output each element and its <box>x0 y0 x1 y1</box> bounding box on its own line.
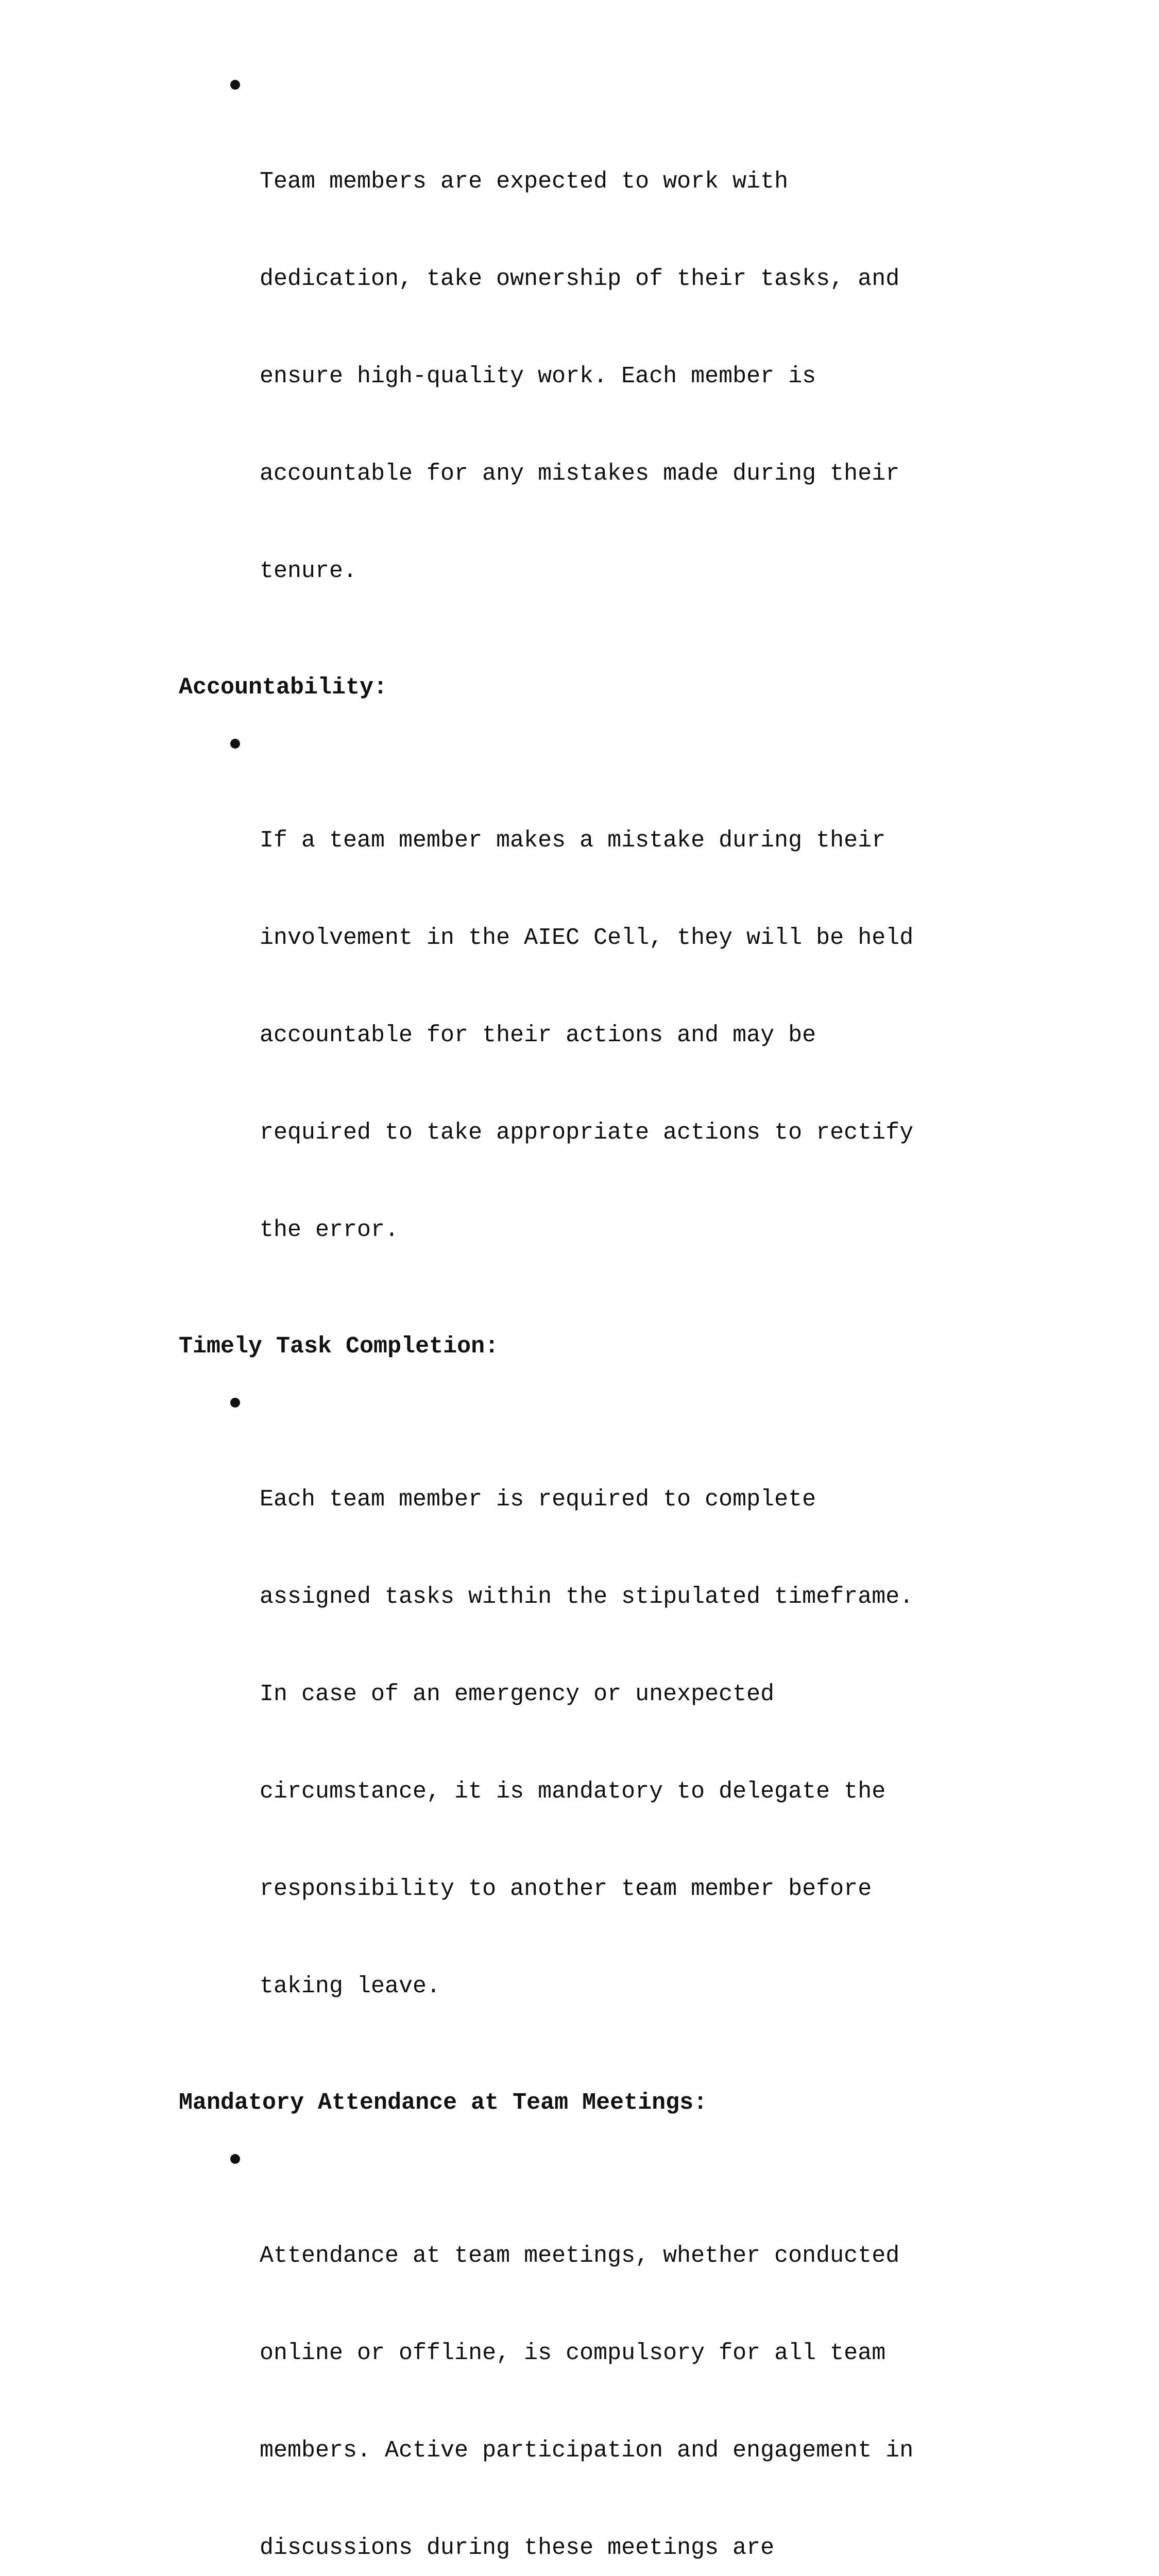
bullet-icon <box>230 1398 240 1408</box>
bullet-line: If a team member makes a mistake during their <box>260 827 886 854</box>
bullet-line: taking leave. <box>260 1973 441 1999</box>
bullet-line: online or offline, is compulsory for all team <box>260 2340 886 2366</box>
bullet-line: involvement in the AIEC Cell, they will be held <box>260 925 914 951</box>
bullet-line: accountable for their actions and may be <box>260 1022 816 1048</box>
bullet-line: dedication, take ownership of their tasks, and <box>260 266 900 292</box>
bullet-line: ensure high-quality work. Each member is <box>260 363 816 389</box>
bullet-line: circumstance, it is mandatory to delegate the <box>260 1778 886 1805</box>
bullet-line: members. Active participation and engagement in <box>260 2437 914 2464</box>
bullet-line: Each team member is required to complete <box>260 1486 816 1513</box>
bullet-item-accountability <box>179 727 951 1311</box>
section-heading-mandatory-attendance: Mandatory Attendance at Team Meetings: <box>179 2090 708 2116</box>
bullet-line: Attendance at team meetings, whether conducted <box>260 2243 900 2269</box>
bullet-icon <box>230 2154 240 2164</box>
bullet-line: In case of an emergency or unexpected <box>260 1681 775 1707</box>
bullet-line: assigned tasks within the stipulated timeframe. <box>260 1584 914 1610</box>
bullet-line: responsibility to another team member before <box>260 1876 872 1902</box>
bullet-line: required to take appropriate actions to rectify <box>260 1120 914 1146</box>
bullet-line: accountable for any mistakes made during their <box>260 461 900 487</box>
bullet-icon <box>230 80 240 90</box>
document-content <box>179 68 951 2576</box>
bullet-line: discussions during these meetings are <box>260 2535 775 2561</box>
bullet-line: Team members are expected to work with <box>260 168 789 195</box>
section-heading-accountability: Accountability: <box>179 674 388 701</box>
section-heading-timely-task-completion: Timely Task Completion: <box>179 1333 499 1360</box>
bullet-item-timely-task-completion <box>179 1386 951 2067</box>
bullet-item-mandatory-attendance <box>179 2142 951 2576</box>
bullet-item-ownership <box>179 68 951 652</box>
bullet-line: tenure. <box>260 558 357 584</box>
bullet-icon <box>230 739 240 749</box>
bullet-line: the error. <box>260 1217 399 1243</box>
